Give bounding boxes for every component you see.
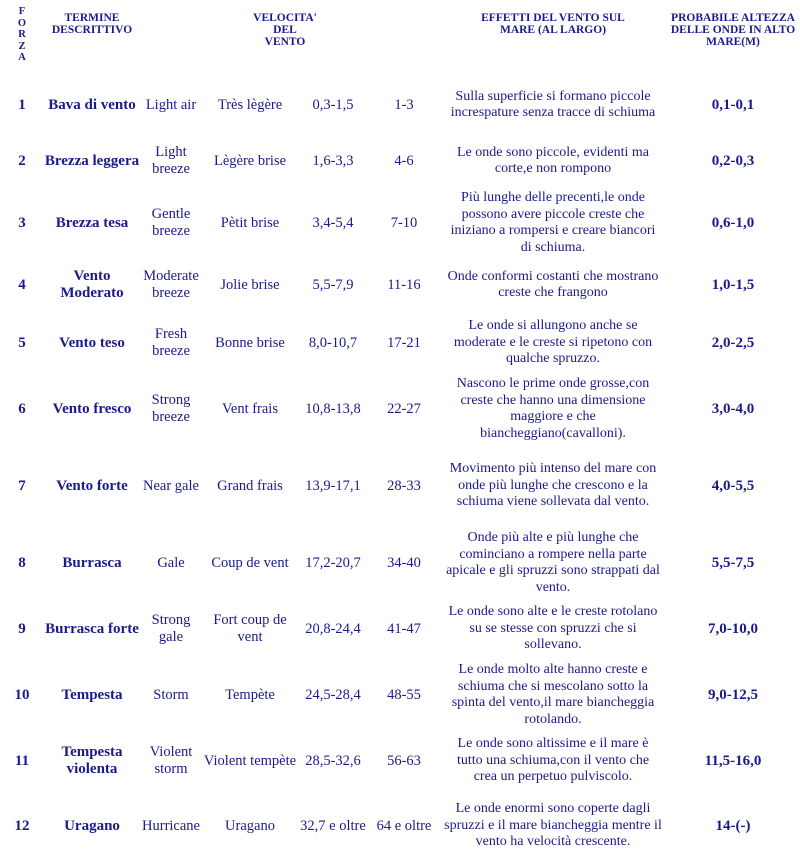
english-term-cell: Light breeze: [152, 144, 190, 177]
wave-height-cell: 0,6-1,0: [711, 214, 755, 231]
termine-cell: Tempesta: [61, 686, 123, 703]
speed-ms-cell: 32,7 e oltre: [300, 817, 366, 834]
termine-cell: Burrasca forte: [45, 620, 139, 637]
forza-cell: 10: [14, 686, 30, 703]
french-term-cell: Très lègère: [217, 96, 283, 113]
french-term-cell: Bonne brise: [215, 334, 285, 351]
english-term-cell: Storm: [153, 686, 189, 703]
english-term-cell: Light air: [145, 96, 197, 113]
speed-knots-cell: 1-3: [394, 96, 414, 113]
wave-height-cell: 9,0-12,5: [708, 686, 758, 703]
table-row: [0, 314, 800, 372]
french-term-cell: Violent tempète: [203, 752, 297, 769]
effects-cell: Onde conformi costanti che mostrano creste che frangono: [447, 268, 659, 300]
termine-cell: Vento teso: [59, 334, 125, 351]
table-row: [0, 790, 800, 862]
forza-cell: 12: [14, 817, 30, 834]
table-row: [0, 256, 800, 314]
header-forza-letter: A: [18, 52, 26, 64]
header-row: [0, 0, 800, 78]
speed-ms-cell: 5,5-7,9: [312, 276, 354, 293]
table-row: [0, 446, 800, 526]
french-term-cell: Jolie brise: [220, 276, 280, 293]
speed-ms-cell: 20,8-24,4: [305, 620, 361, 637]
french-term-cell: Uragano: [225, 817, 275, 834]
effects-cell: Le onde sono altissime e il mare è tutto una schiuma,con il vento che crea un perpetuo pulviscolo.: [456, 736, 650, 785]
effects-cell: Onde più alte e più lunghe che cominciano a rompere nella parte apicale e gli spruzzi sono strappati dal vento.: [446, 530, 660, 595]
wave-height-cell: 11,5-16,0: [704, 752, 762, 769]
french-term-cell: Vent frais: [222, 400, 278, 417]
termine-cell: Burrasca: [62, 554, 122, 571]
table-row: [0, 658, 800, 732]
speed-knots-cell: 56-63: [387, 752, 421, 769]
effects-cell: Nascono le prime onde grosse,con creste che hanno una dimensione maggiore e che biancheggiano(cavalloni).: [456, 376, 650, 441]
english-term-cell: Violent storm: [149, 744, 193, 777]
english-term-cell: Gale: [157, 554, 185, 571]
english-term-cell: Hurricane: [142, 817, 200, 834]
table-row: [0, 600, 800, 658]
wave-height-cell: 2,0-2,5: [711, 334, 755, 351]
effects-cell: Le onde si allungono anche se moderate e le creste si ripetono con qualche spruzzo.: [453, 318, 653, 367]
speed-knots-cell: 17-21: [387, 334, 421, 351]
termine-cell: Brezza leggera: [44, 152, 140, 169]
termine-cell: Brezza tesa: [55, 214, 129, 231]
header-forza-letter: Z: [18, 40, 26, 52]
speed-knots-cell: 7-10: [390, 214, 418, 231]
header-termine: TERMINE DESCRITTIVO: [51, 12, 133, 36]
speed-knots-cell: 34-40: [387, 554, 421, 571]
forza-cell: 6: [18, 400, 26, 417]
table-row: [0, 78, 800, 132]
french-term-cell: Tempète: [225, 686, 275, 703]
speed-knots-cell: 48-55: [387, 686, 421, 703]
effects-cell: Più lunghe delle precenti,le onde possono avere piccole creste che iniziano a rompersi e creare biancori di schiuma.: [450, 190, 656, 255]
speed-knots-cell: 11-16: [387, 276, 421, 293]
speed-ms-cell: 1,6-3,3: [312, 152, 354, 169]
forza-cell: 3: [18, 214, 26, 231]
speed-ms-cell: 24,5-28,4: [305, 686, 361, 703]
wave-height-cell: 3,0-4,0: [711, 400, 755, 417]
header-forza-letter: F: [18, 6, 26, 17]
french-term-cell: Fort coup de vent: [213, 612, 287, 645]
speed-knots-cell: 64 e oltre: [376, 817, 432, 834]
speed-ms-cell: 10,8-13,8: [305, 400, 361, 417]
english-term-cell: Strong breeze: [151, 392, 191, 425]
french-term-cell: Pètit brise: [220, 214, 280, 231]
speed-knots-cell: 4-6: [394, 152, 414, 169]
wave-height-cell: 0,1-0,1: [711, 96, 755, 113]
speed-ms-cell: 28,5-32,6: [305, 752, 361, 769]
termine-cell: Tempesta violenta: [61, 744, 123, 777]
english-term-cell: Gentle breeze: [151, 206, 191, 239]
english-term-cell: Moderate breeze: [143, 268, 199, 301]
forza-cell: 1: [18, 96, 26, 113]
effects-cell: Le onde molto alte hanno creste e schiuma che si mescolano sotto la spinta del vento,il mare biancheggia rotolando.: [451, 662, 655, 727]
forza-cell: 9: [18, 620, 26, 637]
header-forza: [0, 0, 44, 78]
forza-cell: 7: [18, 477, 26, 494]
table-row: [0, 132, 800, 190]
termine-cell: Uragano: [64, 817, 120, 834]
forza-cell: 4: [18, 276, 26, 293]
speed-knots-cell: 28-33: [387, 477, 421, 494]
forza-cell: 11: [14, 752, 30, 769]
effects-cell: Le onde sono piccole, evidenti ma corte,e non rompono: [456, 144, 650, 176]
speed-ms-cell: 0,3-1,5: [312, 96, 354, 113]
table-row: [0, 372, 800, 446]
wave-height-cell: 0,2-0,3: [711, 152, 755, 169]
termine-cell: Bava di vento: [48, 96, 136, 113]
french-term-cell: Coup de vent: [211, 554, 289, 571]
wave-height-cell: 5,5-7,5: [711, 554, 755, 571]
termine-cell: Vento fresco: [52, 400, 132, 417]
effects-cell: Sulla superficie si formano piccole increspature senza tracce di schiuma: [450, 88, 656, 120]
table-row: [0, 190, 800, 256]
speed-ms-cell: 17,2-20,7: [305, 554, 361, 571]
table-row: [0, 732, 800, 790]
effects-cell: Le onde enormi sono coperte dagli spruzzi e il mare biancheggia mentre il vento ha velocità crescente.: [444, 801, 662, 850]
header-forza-letter: O: [17, 17, 27, 29]
table-row: [0, 526, 800, 600]
french-term-cell: Grand frais: [217, 477, 283, 494]
speed-knots-cell: 41-47: [387, 620, 421, 637]
forza-cell: 2: [18, 152, 26, 169]
english-term-cell: Fresh breeze: [152, 326, 190, 359]
english-term-cell: Strong gale: [151, 612, 191, 645]
header-velocita: VELOCITA' DEL VENTO: [253, 12, 317, 48]
termine-cell: Vento forte: [56, 477, 128, 494]
termine-cell: Vento Moderato: [60, 268, 124, 301]
speed-ms-cell: 13,9-17,1: [305, 477, 361, 494]
wave-height-cell: 1,0-1,5: [711, 276, 755, 293]
effects-cell: Movimento più intenso del mare con onde più lunghe che crescono e la schiuma viene sollevata dal vento.: [449, 461, 657, 510]
header-altezza: PROBABILE ALTEZZA DELLE ONDE IN ALTO MARE(M): [670, 12, 796, 48]
header-effetti: EFFETTI DEL VENTO SUL MARE (AL LARGO): [481, 12, 625, 36]
english-term-cell: Near gale: [143, 477, 199, 494]
effects-cell: Le onde sono alte e le creste rotolano su se stesse con spruzzi che si sollevano.: [448, 604, 658, 653]
french-term-cell: Lègère brise: [213, 152, 287, 169]
speed-ms-cell: 3,4-5,4: [312, 214, 354, 231]
speed-knots-cell: 22-27: [387, 400, 421, 417]
wave-height-cell: 7,0-10,0: [708, 620, 758, 637]
forza-cell: 5: [18, 334, 26, 351]
forza-cell: 8: [18, 554, 26, 571]
wave-height-cell: 14-(-): [715, 817, 751, 834]
speed-ms-cell: 8,0-10,7: [308, 334, 358, 351]
header-forza-letter: R: [18, 29, 26, 41]
wave-height-cell: 4,0-5,5: [711, 477, 755, 494]
